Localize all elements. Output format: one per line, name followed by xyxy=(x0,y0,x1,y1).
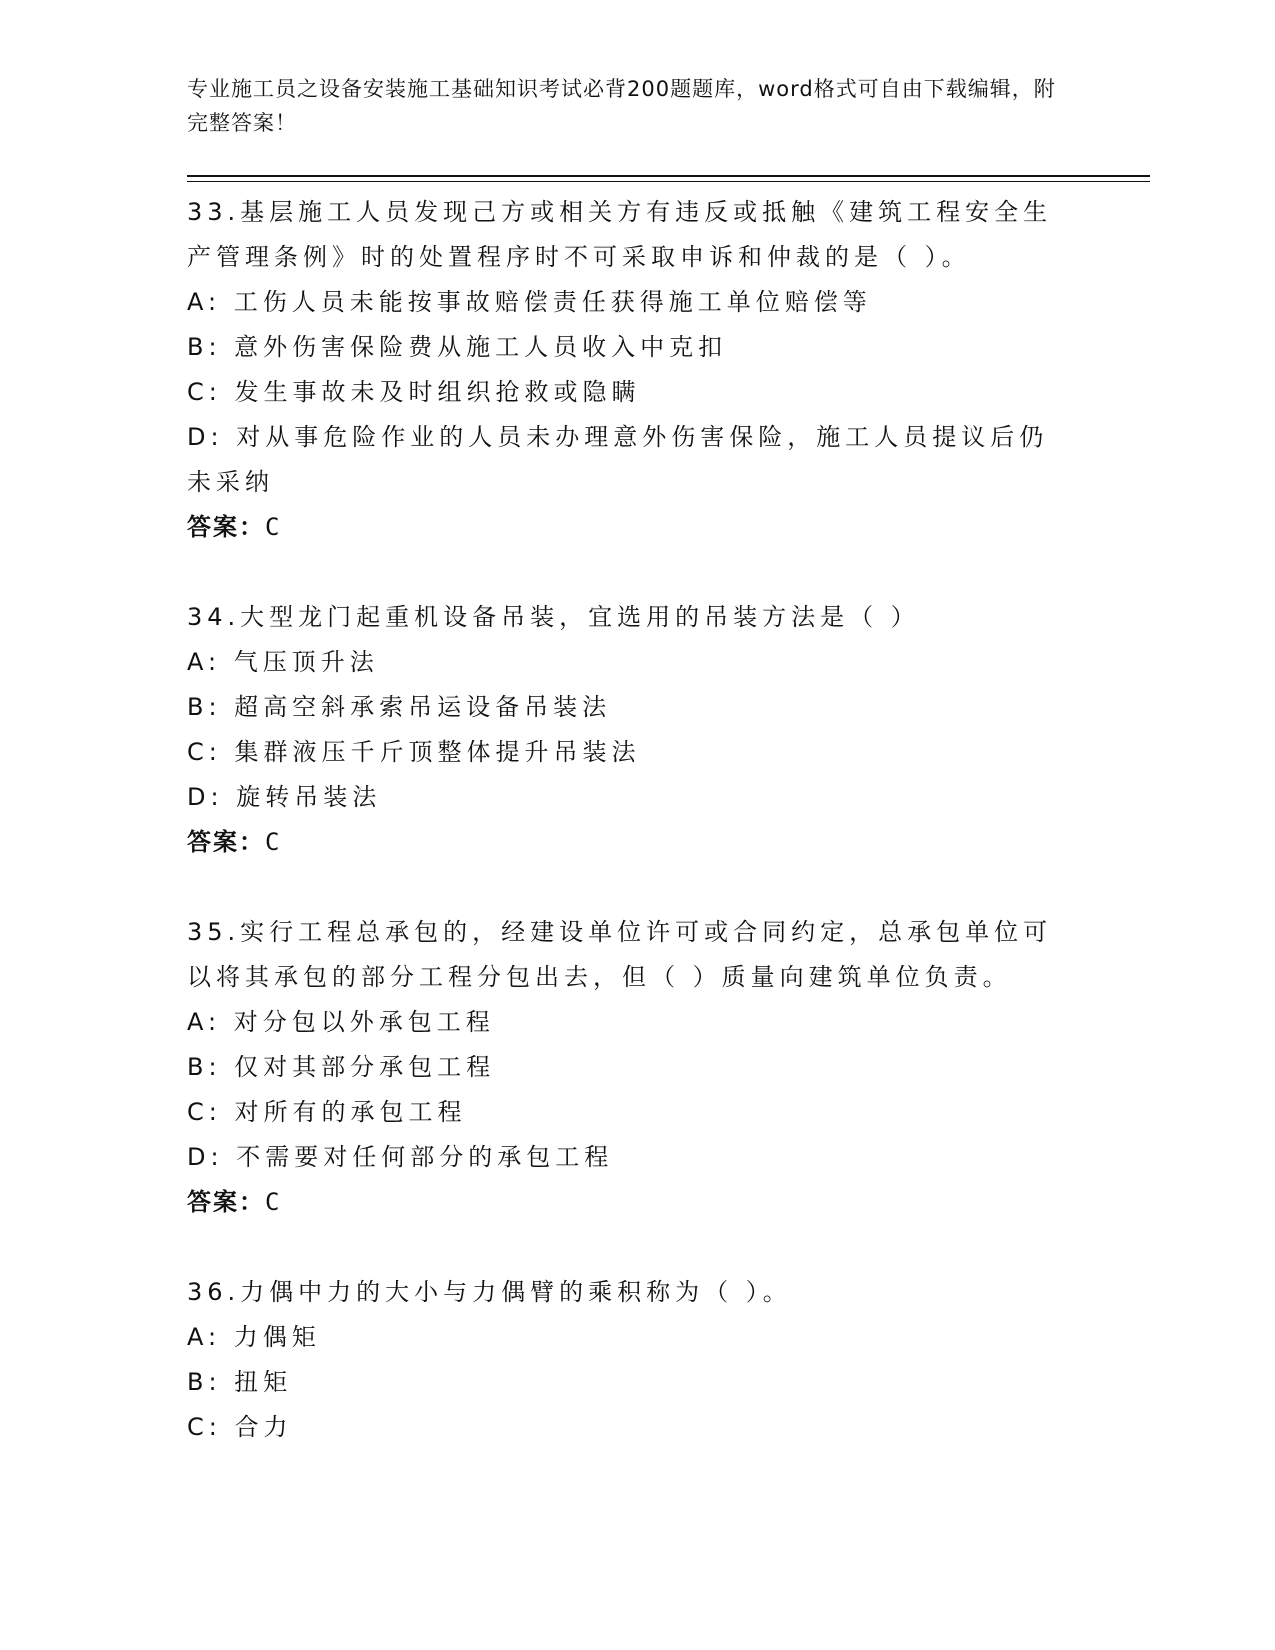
answer-label: 答案： xyxy=(187,828,265,856)
option-a: A: 工伤人员未能按事故赔偿责任获得施工单位赔偿等 xyxy=(187,288,872,316)
answer-row xyxy=(187,505,1087,550)
option-a: A: 对分包以外承包工程 xyxy=(187,1008,495,1036)
question-stem: 34.大型龙门起重机设备吊装，宜选用的吊装方法是（ ） xyxy=(187,603,920,631)
answer-row xyxy=(187,820,1087,865)
option-b: B: 仅对其部分承包工程 xyxy=(187,1053,496,1081)
option-d: D: 不需要对任何部分的承包工程 xyxy=(187,1143,614,1171)
question-stem: 33.基层施工人员发现己方或相关方有违反或抵触《建筑工程安全生产管理条例》时的处置程序时不可采取申诉和仲裁的是（ ）。 xyxy=(187,198,1053,271)
answer-row xyxy=(187,1180,1087,1225)
option-a: A: 气压顶升法 xyxy=(187,648,379,676)
answer-value: C xyxy=(265,1188,285,1216)
answer-value: C xyxy=(265,513,285,541)
option-c: C: 发生事故未及时组织抢救或隐瞒 xyxy=(187,378,641,406)
answer-value: C xyxy=(265,828,285,856)
question-stem: 35.实行工程总承包的，经建设单位许可或合同约定，总承包单位可以将其承包的部分工程分包出去，但（ ）质量向建筑单位负责。 xyxy=(187,918,1053,991)
option-b: B: 超高空斜承索吊运设备吊装法 xyxy=(187,693,612,721)
answer-label: 答案： xyxy=(187,513,265,541)
question-34 xyxy=(187,595,1087,865)
header-rule-thick xyxy=(187,175,1150,177)
option-c: C: 对所有的承包工程 xyxy=(187,1098,467,1126)
question-stem: 36.力偶中力的大小与力偶臂的乘积称为（ ）。 xyxy=(187,1278,792,1306)
document-header: 专业施工员之设备安装施工基础知识考试必背200题题库，word格式可自由下载编辑，附完整答案！ xyxy=(187,77,1056,135)
question-35 xyxy=(187,910,1087,1225)
option-b: B: 扭矩 xyxy=(187,1368,293,1396)
option-d: D: 旋转吊装法 xyxy=(187,783,382,811)
option-c: C: 集群液压千斤顶整体提升吊装法 xyxy=(187,738,641,766)
option-d: D: 对从事危险作业的人员未办理意外伤害保险，施工人员提议后仍未采纳 xyxy=(187,423,1049,496)
question-36 xyxy=(187,1270,1087,1450)
option-a: A: 力偶矩 xyxy=(187,1323,321,1351)
question-33 xyxy=(187,190,1087,550)
option-c: C: 合力 xyxy=(187,1413,293,1441)
question-list xyxy=(187,190,1087,1495)
option-b: B: 意外伤害保险费从施工人员收入中克扣 xyxy=(187,333,728,361)
header-rule-thin xyxy=(187,181,1150,182)
answer-label: 答案： xyxy=(187,1188,265,1216)
